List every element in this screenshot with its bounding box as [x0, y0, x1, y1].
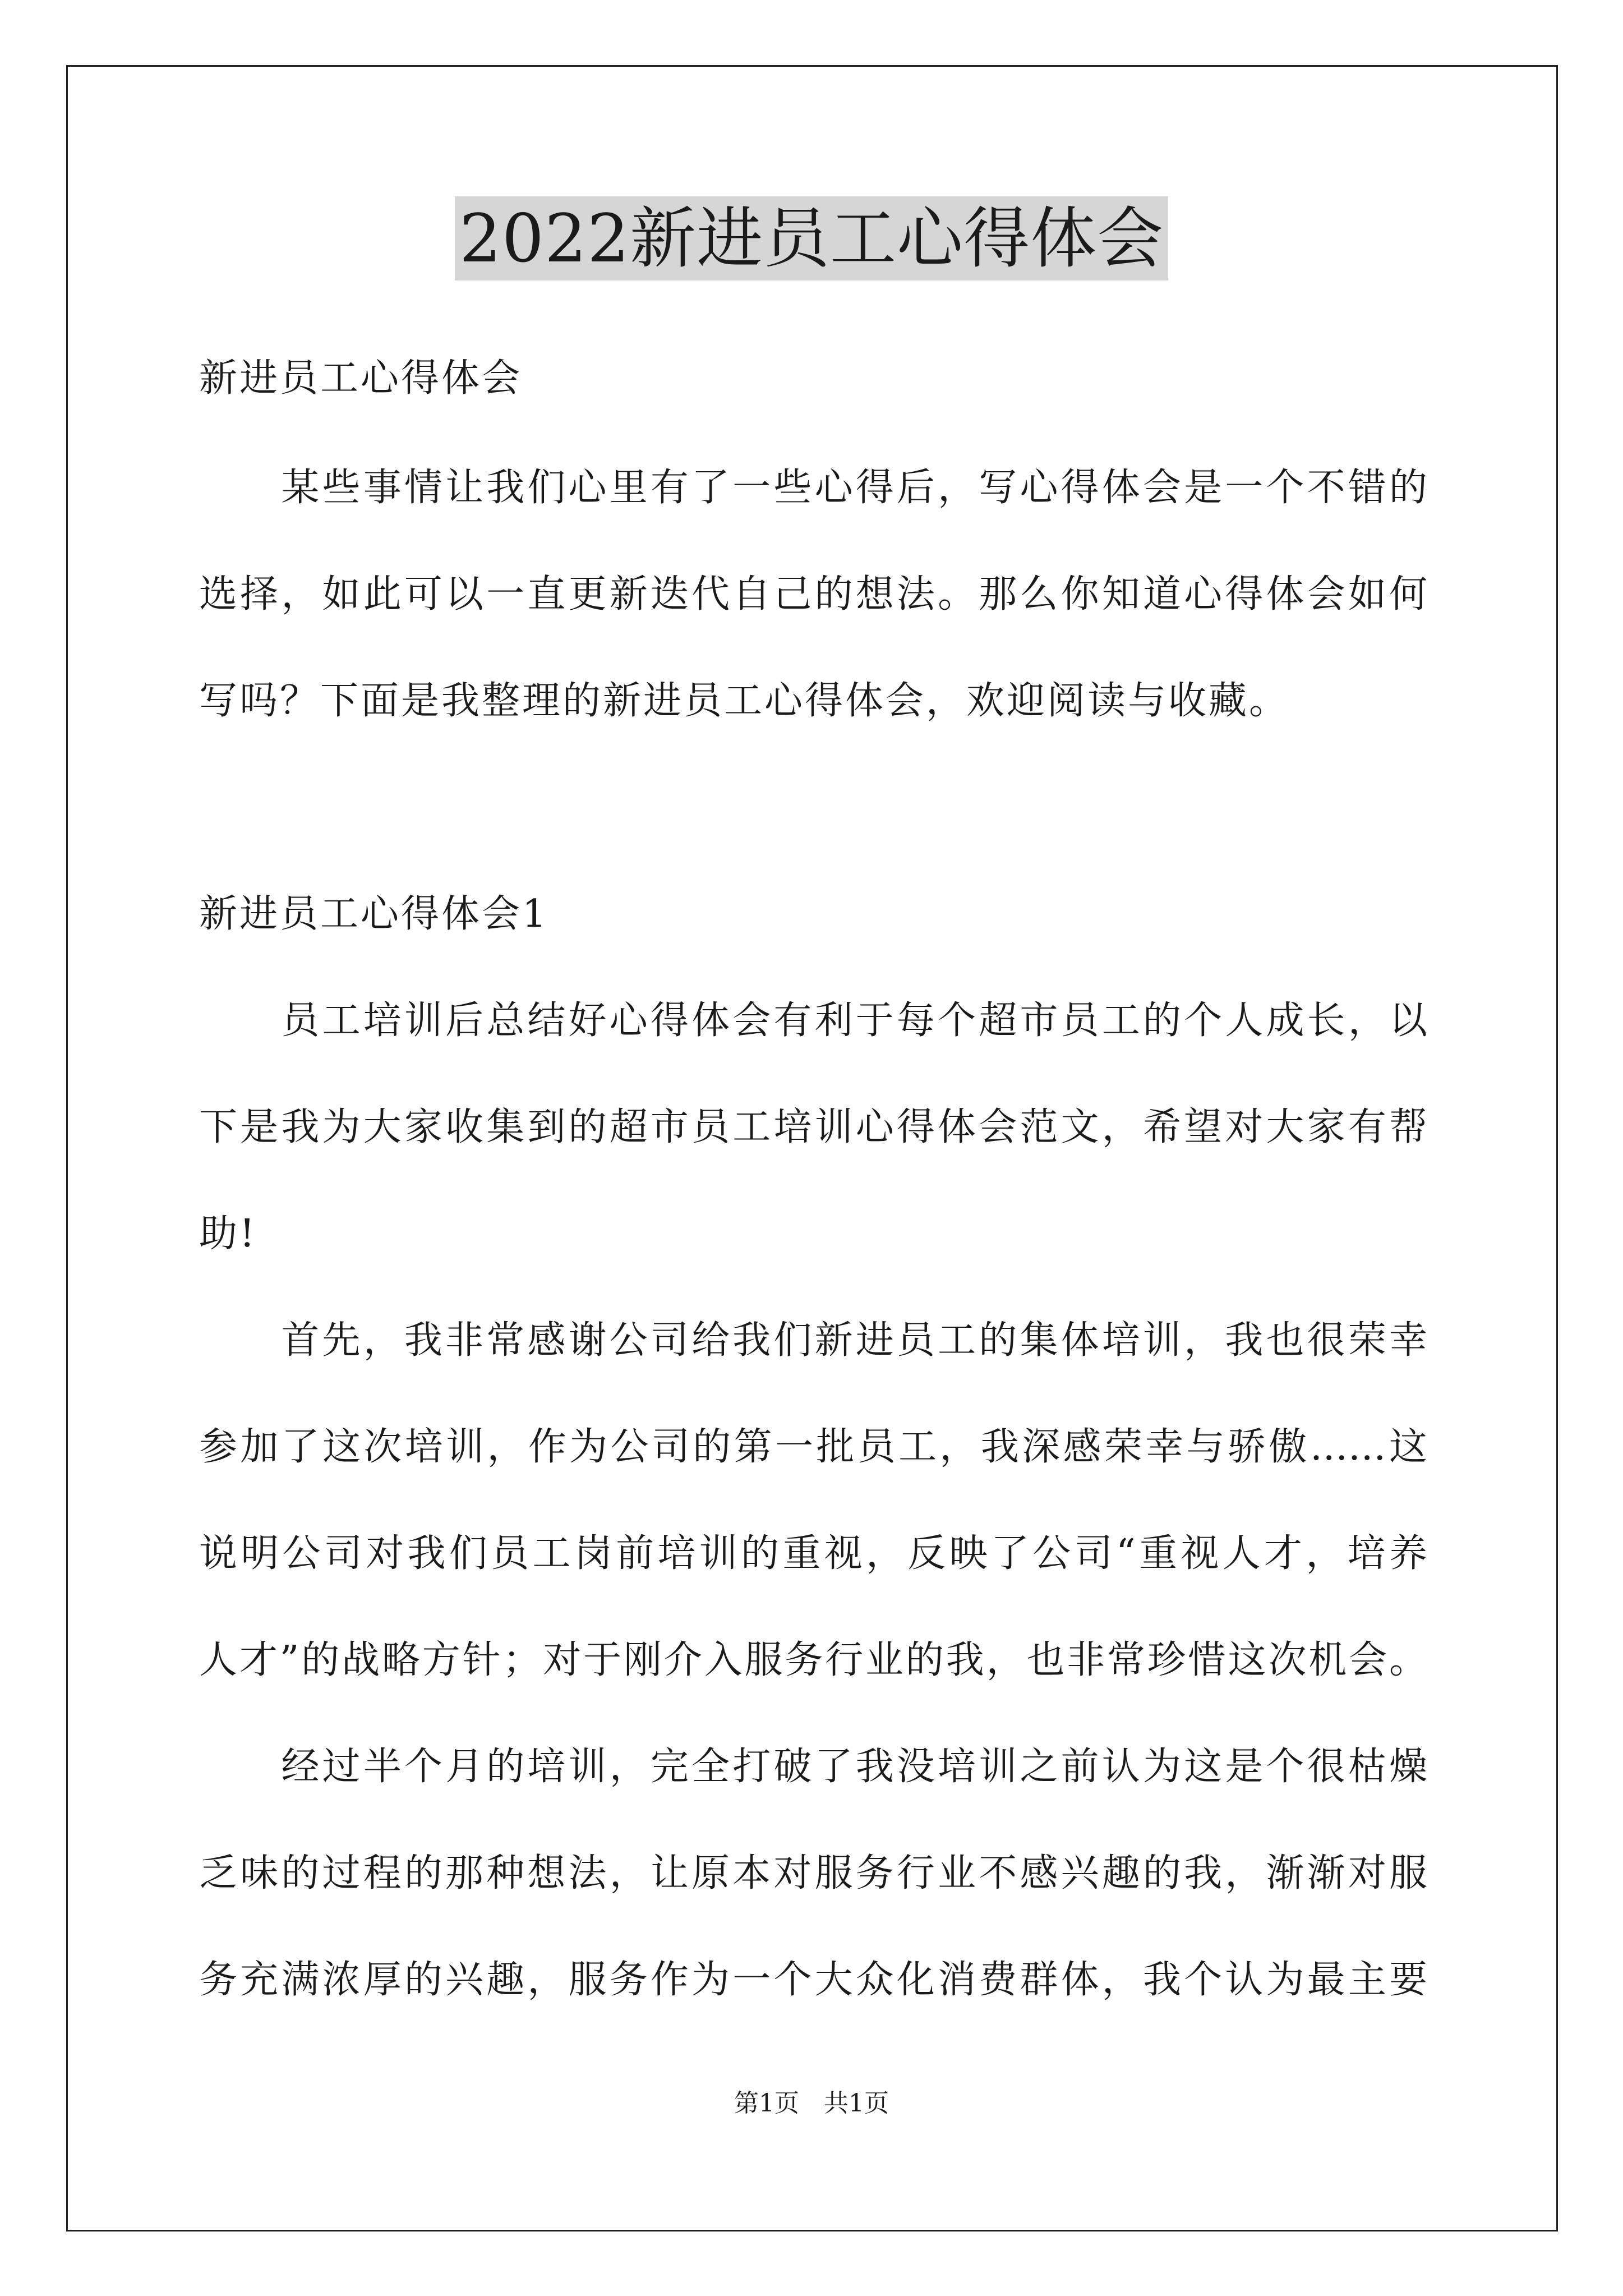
- paragraph-line-10: 务充满浓厚的兴趣，服务作为一个大众化消费群体，我个认为最主要: [199, 1958, 1427, 2002]
- document-title: 2022新进员工心得体会: [455, 196, 1168, 280]
- intro-line-1: 某些事情让我们心里有了一些心得后，写心得体会是一个不错的: [199, 466, 1427, 510]
- section-heading: 新进员工心得体会1: [199, 892, 549, 936]
- paragraph-line-1: 员工培训后总结好心得体会有利于每个超市员工的个人成长，以: [199, 999, 1427, 1043]
- title-container: [0, 196, 1623, 280]
- page-footer: 第1页 共1页: [734, 2089, 889, 2118]
- paragraph-line-3: 助!: [199, 1212, 257, 1256]
- paragraph-line-6: 说明公司对我们员工岗前培训的重视，反映了公司“重视人才，培养: [199, 1531, 1427, 1576]
- document-subtitle: 新进员工心得体会: [199, 356, 523, 401]
- intro-line-2: 选择，如此可以一直更新迭代自己的想法。那么你知道心得体会如何: [199, 572, 1427, 616]
- paragraph-line-4: 首先，我非常感谢公司给我们新进员工的集体培训，我也很荣幸: [199, 1318, 1427, 1363]
- paragraph-line-5: 参加了这次培训，作为公司的第一批员工，我深感荣幸与骄傲……这: [199, 1425, 1427, 1469]
- paragraph-line-7: 人才”的战略方针；对于刚介入服务行业的我，也非常珍惜这次机会。: [199, 1638, 1427, 1682]
- paragraph-line-2: 下是我为大家收集到的超市员工培训心得体会范文，希望对大家有帮: [199, 1105, 1427, 1149]
- paragraph-line-9: 乏味的过程的那种想法，让原本对服务行业不感兴趣的我，渐渐对服: [199, 1851, 1427, 1895]
- intro-line-3: 写吗？下面是我整理的新进员工心得体会，欢迎阅读与收藏。: [199, 679, 1290, 723]
- paragraph-line-8: 经过半个月的培训，完全打破了我没培训之前认为这是个很枯燥: [199, 1745, 1427, 1789]
